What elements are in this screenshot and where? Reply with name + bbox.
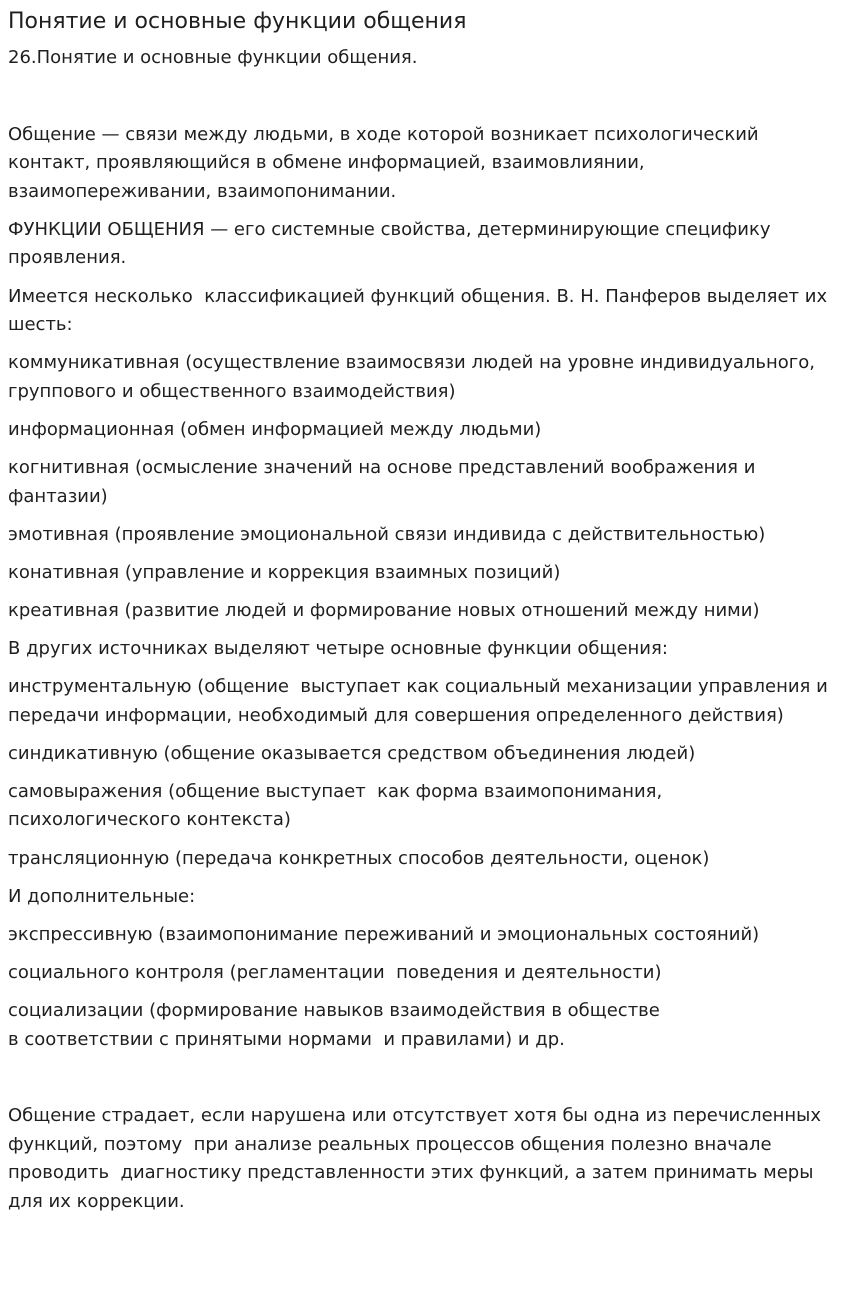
page-title: Понятие и основные функции общения	[8, 9, 467, 34]
list-item-expressive: экспрессивную (взаимопонимание переживаний и эмоциональных состояний)	[8, 923, 760, 945]
list-item-translational: трансляционную (передача конкретных способов деятельности, оценок)	[8, 847, 710, 869]
section-heading: 26.Понятие и основные функции общения.	[8, 47, 418, 68]
paragraph-conclusion: Общение страдает, если нарушена или отсутствует хотя бы одна из перечисленных функций, поэтому при анализе реальных процессов общения полезно вначале проводить диагностику представленности этих функций, а затем принимать меры для их коррекции.	[8, 1105, 827, 1212]
list-item-social-control: социального контроля (регламентации поведения и деятельности)	[8, 961, 662, 983]
list-item-instrumental: инструментальную (общение выступает как социальный механизации управления и передачи информации, необходимый для совершения определенного действия)	[8, 676, 834, 726]
list-item-syndicative: синдикативную (общение оказывается средством объединения людей)	[8, 742, 696, 764]
list-item-emotive: эмотивная (проявление эмоциональной связи индивида с действительностью)	[8, 523, 766, 545]
list-item-communicative: коммуникативная (осуществление взаимосвязи людей на уровне индивидуального, группового и общественного взаимодействия)	[8, 352, 821, 402]
list-item-self-expression: самовыражения (общение выступает как форма взаимопонимания, психологического контекста)	[8, 780, 668, 831]
paragraph-classifications-intro: Имеется несколько классификацией функций общения. В. Н. Панферов выделяет их шесть:	[8, 285, 833, 336]
paragraph-additional-intro: И дополнительные:	[8, 885, 196, 907]
list-item-conative: конативная (управление и коррекция взаимных позиций)	[8, 561, 561, 583]
list-item-creative: креативная (развитие людей и формирование новых отношений между ними)	[8, 599, 760, 621]
paragraph-functions-definition: ФУНКЦИИ ОБЩЕНИЯ — его системные свойства, детерминирующие специфику проявления.	[8, 218, 777, 269]
paragraph-definition: Общение — связи между людьми, в ходе которой возникает психологический контакт, проявляющийся в обмене информацией, взаимовлиянии, взаимопереживании, взаимопонимании.	[8, 123, 765, 202]
paragraph-other-sources-intro: В других источниках выделяют четыре основные функции общения:	[8, 638, 668, 659]
list-item-cognitive: когнитивная (осмысление значений на основе представлений воображения и фантазии)	[8, 457, 762, 507]
list-item-informational: информационная (обмен информацией между людьми)	[8, 418, 542, 440]
list-item-socialization: социализации (формирование навыков взаимодействия в обществе в соответствии с принятыми нормами и правилами) и др.	[8, 999, 660, 1050]
